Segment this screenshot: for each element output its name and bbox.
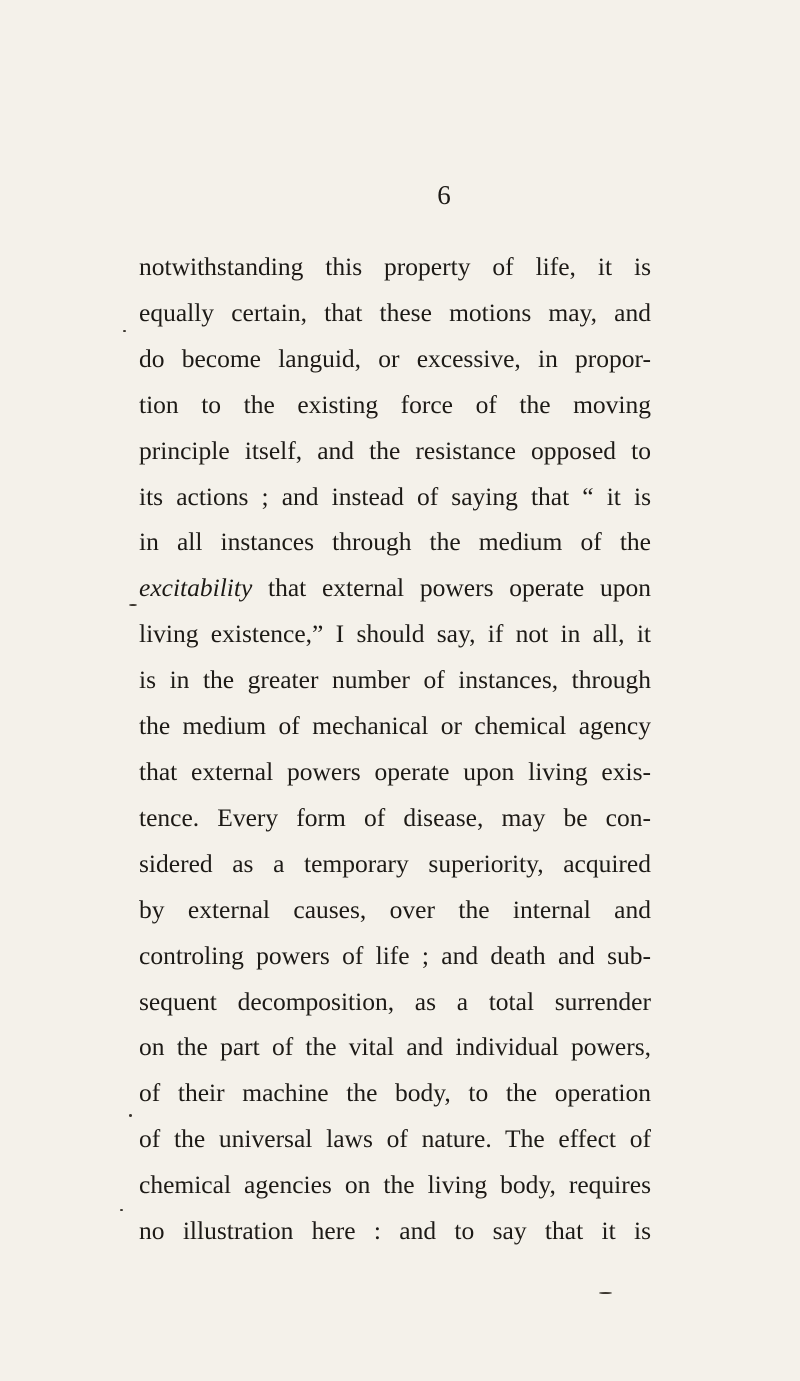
text-line: that external powers operate upon living exis- [139, 756, 651, 786]
text-line-with-italic [139, 565, 651, 611]
text-line: tion to the existing force of the moving [139, 389, 651, 419]
text-line: of their machine the body, to the operation [139, 1078, 651, 1108]
text-line: by external causes, over the internal and [139, 894, 651, 924]
text-line: controling powers of life ; and death and sub- [139, 940, 651, 970]
text-line: notwithstanding this property of life, it is [139, 252, 651, 281]
text-line: sidered as a temporary superiority, acquired [139, 848, 651, 878]
text-line: equally certain, that these motions may, and [139, 297, 651, 327]
text-line: chemical agencies on the living body, requires [139, 1170, 651, 1200]
body-text [139, 244, 651, 1254]
text-line: no illustration here : and to say that it is [139, 1216, 651, 1246]
text-line: principle itself, and the resistance opposed to [139, 435, 651, 465]
text-line-rest: that external powers operate upon [252, 573, 651, 603]
text-line: do become languid, or excessive, in propor- [139, 343, 651, 373]
text-line: is in the greater number of instances, through [139, 665, 651, 695]
text-line: on the part of the vital and individual powers, [139, 1032, 651, 1062]
ink-speck [599, 1292, 612, 1294]
page-number: 6 [437, 180, 451, 210]
text-line: tence. Every form of disease, may be con- [139, 802, 651, 832]
ink-speck [120, 1209, 123, 1211]
ink-speck [129, 604, 137, 606]
text-line: living existence,” I should say, if not in all, it [139, 619, 651, 649]
ink-speck [129, 1114, 132, 1117]
text-line: sequent decomposition, as a total surrender [139, 986, 651, 1016]
text-line: in all instances through the medium of the [139, 527, 651, 557]
text-line: the medium of mechanical or chemical agency [139, 711, 651, 741]
italic-term: excitability [139, 573, 253, 603]
text-line: of the universal laws of nature. The effect of [139, 1124, 651, 1154]
ink-speck [123, 330, 126, 332]
text-line: its actions ; and instead of saying that “ it is [139, 481, 651, 511]
